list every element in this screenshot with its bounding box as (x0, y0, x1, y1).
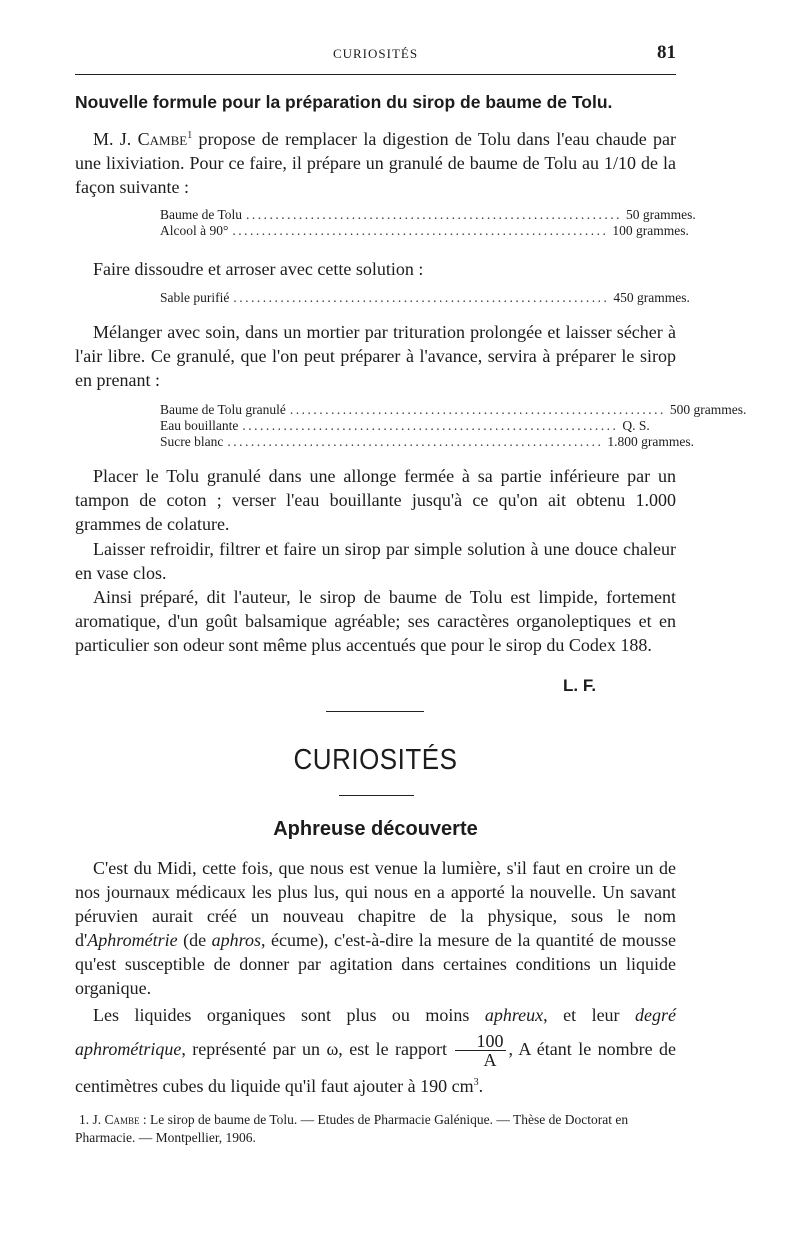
header-rule (75, 74, 676, 75)
ingredient-quantity: 100 grammes. (612, 223, 689, 238)
place-paragraph: Placer le Tolu granulé dans une allonge fermée à sa partie inférieure par un tampon de coton ; verser l'eau bouillante jusqu'à ce qu'on ait obtenu 1.000 grammes de colature. (75, 466, 676, 534)
footnote-text: : Le sirop de baume de Tolu. — Etudes de Pharmacie Galénique. — Thèse de Doctorat en Pharmacie. — Montpellier, 1906. (75, 1112, 629, 1145)
text-run: , écume), c'est-à-dire la mesure de la quantité de mousse qu'est susceptible de donner par agitation dans certaines conditions un liquide organique. (75, 930, 676, 998)
recipe-list-2 (160, 290, 690, 306)
leader-dots: ................................................................ (242, 418, 619, 433)
ratio-paragraph (75, 998, 676, 1103)
footnote-ref: 1 (187, 130, 193, 141)
ingredient-name: Sable purifié (160, 290, 230, 305)
running-title: CURIOSITÉS (332, 46, 419, 61)
text-run: C'est du Midi, cette fois, que nous est venue la lumière, s'il faut en croire un de nos journaux médicaux les plus lus, qui nous en a apporté la nouvelle. Un savant péruvien aurait créé un nouveau chapitre de la physique, sous le nom d' (75, 858, 676, 950)
dissolve-paragraph: Faire dissoudre et arroser avec cette solution : (93, 259, 424, 279)
ingredient-quantity: 50 grammes. (626, 207, 696, 222)
term-aphros: aphros (211, 930, 261, 950)
ingredient-name: Baume de Tolu (160, 207, 243, 222)
recipe-row (160, 418, 650, 434)
result-paragraph: Ainsi préparé, dit l'auteur, le sirop de baume de Tolu est limpide, fortement aromatique, d'un goût balsamique agréable; ses caractères organoleptiques et en particulier son odeur sont même plus accentués que pour le sirop du Codex 188. (75, 587, 676, 655)
leader-dots: ................................................................ (289, 402, 666, 417)
text-run: Les liquides organiques sont plus ou moins (93, 1005, 485, 1025)
footnote-author: Cambe (104, 1112, 140, 1127)
text-run: , et leur (543, 1005, 636, 1025)
recipe-row (160, 290, 690, 306)
author-prefix: M. J. (93, 129, 138, 149)
ingredient-quantity: Q. S. (622, 418, 650, 433)
footnote-marker: 1. J. (79, 1112, 105, 1127)
section-separator (326, 711, 424, 712)
text-run: . (478, 1076, 484, 1097)
intro-text: propose de remplacer la digestion de Tolu dans l'eau chaude par une lixiviation. Pour ce faire, il prépare un granulé de baume de Tolu au 1/10 de la façon suivante : (75, 129, 677, 197)
leader-dots: ................................................................ (233, 290, 610, 305)
ingredient-name: Eau bouillante (160, 418, 239, 433)
term-degre: degré aphrométrique (75, 1005, 676, 1059)
fraction-numerator: 100 (455, 1032, 506, 1051)
subsection-title: Aphreuse découverte (273, 818, 478, 840)
recipe-row (160, 223, 689, 239)
fraction-denominator: A (483, 1050, 497, 1071)
leader-dots: ................................................................ (232, 223, 609, 238)
article-title: Nouvelle formule pour la préparation du sirop de baume de Tolu. (75, 92, 613, 112)
recipe-list-3 (160, 402, 747, 450)
text-run: , A étant le nombre de centimètres cubes du liquide qu'il faut ajouter à 190 cm (75, 1039, 676, 1097)
cube-exponent: 3 (473, 1077, 479, 1089)
page-number: 81 (657, 42, 676, 63)
recipe-list-1 (160, 207, 696, 239)
discovery-paragraph (75, 856, 676, 1000)
ingredient-quantity: 450 grammes. (613, 290, 690, 305)
ingredient-quantity: 500 grammes. (669, 402, 747, 417)
leader-dots: ................................................................ (246, 207, 623, 222)
term-aphreux: aphreux (484, 1005, 544, 1025)
text-run: (de (177, 930, 212, 950)
recipe-row (160, 207, 696, 223)
term-aphrometrie: Aphrométrie (87, 930, 178, 950)
mix-paragraph: Mélanger avec soin, dans un mortier par trituration prolongée et laisser sécher à l'air libre. Ce granulé, que l'on peut préparer à l'avance, servira à préparer le sirop en prenant : (75, 322, 676, 390)
leader-dots: ................................................................ (227, 434, 604, 449)
intro-paragraph (75, 127, 676, 199)
section-title: CURIOSITÉS (293, 742, 458, 776)
ingredient-name: Baume de Tolu granulé (160, 402, 286, 417)
section-title-rule (339, 795, 414, 796)
cool-paragraph: Laisser refroidir, filtrer et faire un sirop par simple solution à une douce chaleur en vase clos. (75, 539, 676, 583)
ingredient-name: Alcool à 90° (160, 223, 229, 238)
recipe-row (160, 402, 747, 418)
running-head (75, 44, 676, 70)
signature: L. F. (563, 676, 597, 695)
author-name: Cambe (137, 129, 188, 149)
footnote (75, 1111, 676, 1147)
ingredient-name: Sucre blanc (160, 434, 224, 449)
recipe-row (160, 434, 694, 450)
text-run: , représenté par un ω, est le rapport (181, 1039, 454, 1059)
ingredient-quantity: 1.800 grammes. (607, 434, 694, 449)
ratio-fraction (455, 1032, 506, 1069)
